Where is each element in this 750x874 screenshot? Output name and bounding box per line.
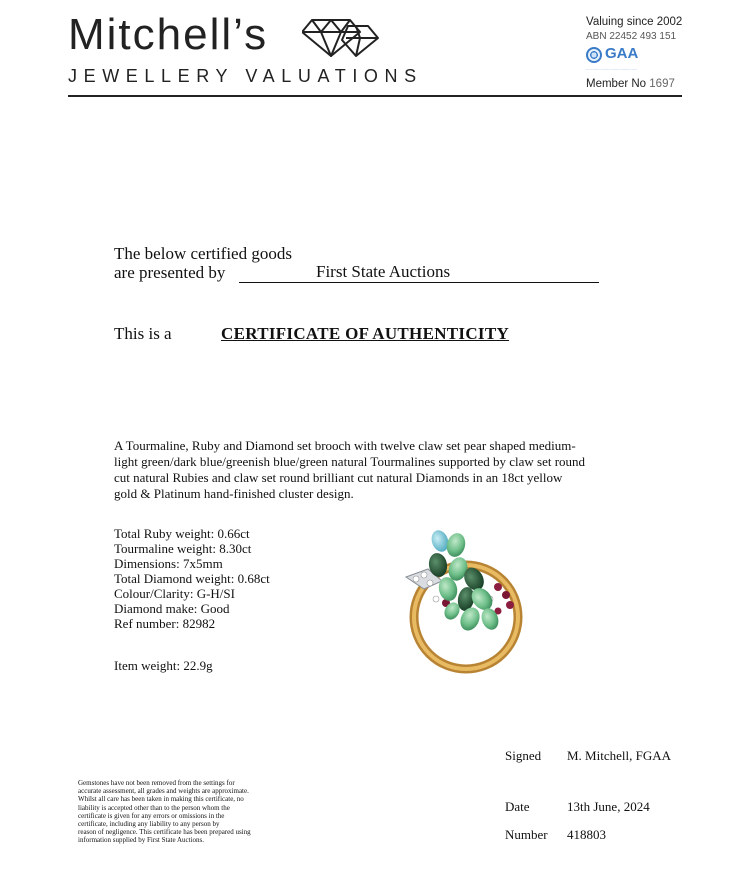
member-line bbox=[586, 78, 675, 90]
diamond-logo-icon bbox=[302, 12, 380, 58]
header-divider bbox=[68, 95, 682, 97]
disclaimer-line: Gemstones have not been removed from the settings for bbox=[78, 779, 235, 787]
presented-name: First State Auctions bbox=[316, 262, 451, 281]
signed-value: M. Mitchell, FGAA bbox=[567, 748, 671, 763]
spec-colour-clarity: Colour/Clarity: G-H/SI bbox=[114, 586, 235, 601]
abn-number: ABN 22452 493 151 bbox=[586, 31, 677, 42]
disclaimer bbox=[78, 779, 251, 845]
presented-name-field bbox=[239, 263, 599, 283]
member-label: Member No bbox=[586, 78, 647, 90]
certificate-prefix: This is a bbox=[114, 324, 172, 343]
description-line: gold & Platinum hand-finished cluster design. bbox=[114, 486, 354, 501]
disclaimer-line: liability is accepted other than to the person whom the bbox=[78, 803, 230, 812]
presented-line-1: The below certified goods bbox=[114, 244, 292, 263]
gaa-globe-icon bbox=[586, 47, 602, 63]
certificate-title: CERTIFICATE OF AUTHENTICITY bbox=[221, 324, 510, 343]
number-value: 418803 bbox=[567, 827, 606, 842]
spec-diamond-weight: Total Diamond weight: 0.68ct bbox=[114, 571, 270, 586]
disclaimer-line: information supplied by First State Auctions. bbox=[78, 836, 204, 845]
disclaimer-line: accurate assessment, all grades and weights are approximate. bbox=[78, 787, 249, 796]
spec-dimensions: Dimensions: 7x5mm bbox=[114, 556, 223, 571]
gaa-tagline-icon: .............................................. bbox=[586, 66, 638, 71]
date-value: 13th June, 2024 bbox=[567, 799, 650, 814]
description-line: cut natural Rubies and claw set round brilliant cut natural Diamonds in an 18ct yellow bbox=[114, 470, 563, 485]
spec-diamond-make: Diamond make: Good bbox=[114, 601, 230, 616]
gaa-logo-text: GAA bbox=[605, 45, 639, 62]
spec-ref-number: Ref number: 82982 bbox=[114, 616, 216, 631]
signed-label: Signed bbox=[505, 748, 542, 763]
date-label: Date bbox=[505, 799, 530, 814]
disclaimer-line: certificate, including any liability to any person by bbox=[78, 820, 220, 829]
member-number: 1697 bbox=[649, 78, 675, 90]
spec-tourmaline-weight: Tourmaline weight: 8.30ct bbox=[114, 541, 252, 556]
presented-line-2: are presented by bbox=[114, 263, 226, 282]
number-label: Number bbox=[505, 827, 548, 842]
item-weight: Item weight: 22.9g bbox=[114, 658, 213, 673]
brooch-photo bbox=[398, 525, 533, 675]
brand-subtitle: JEWELLERY VALUATIONS bbox=[68, 66, 423, 86]
description-line: A Tourmaline, Ruby and Diamond set brooch with twelve claw set pear shaped medium- bbox=[114, 438, 576, 453]
disclaimer-line: reason of negligence. This certificate has been prepared using bbox=[78, 828, 251, 837]
brand-name: Mitchell’s bbox=[68, 10, 269, 59]
valuing-since: Valuing since 2002 bbox=[586, 16, 683, 28]
spec-ruby-weight: Total Ruby weight: 0.66ct bbox=[114, 526, 250, 541]
description-line: light green/dark blue/greenish blue/green natural Tourmalines supported by claw set round bbox=[114, 454, 586, 469]
disclaimer-line: Whilst all care has been taken in making this certificate, no bbox=[78, 795, 244, 804]
disclaimer-line: certificate is given for any errors or omissions in the bbox=[78, 811, 225, 820]
